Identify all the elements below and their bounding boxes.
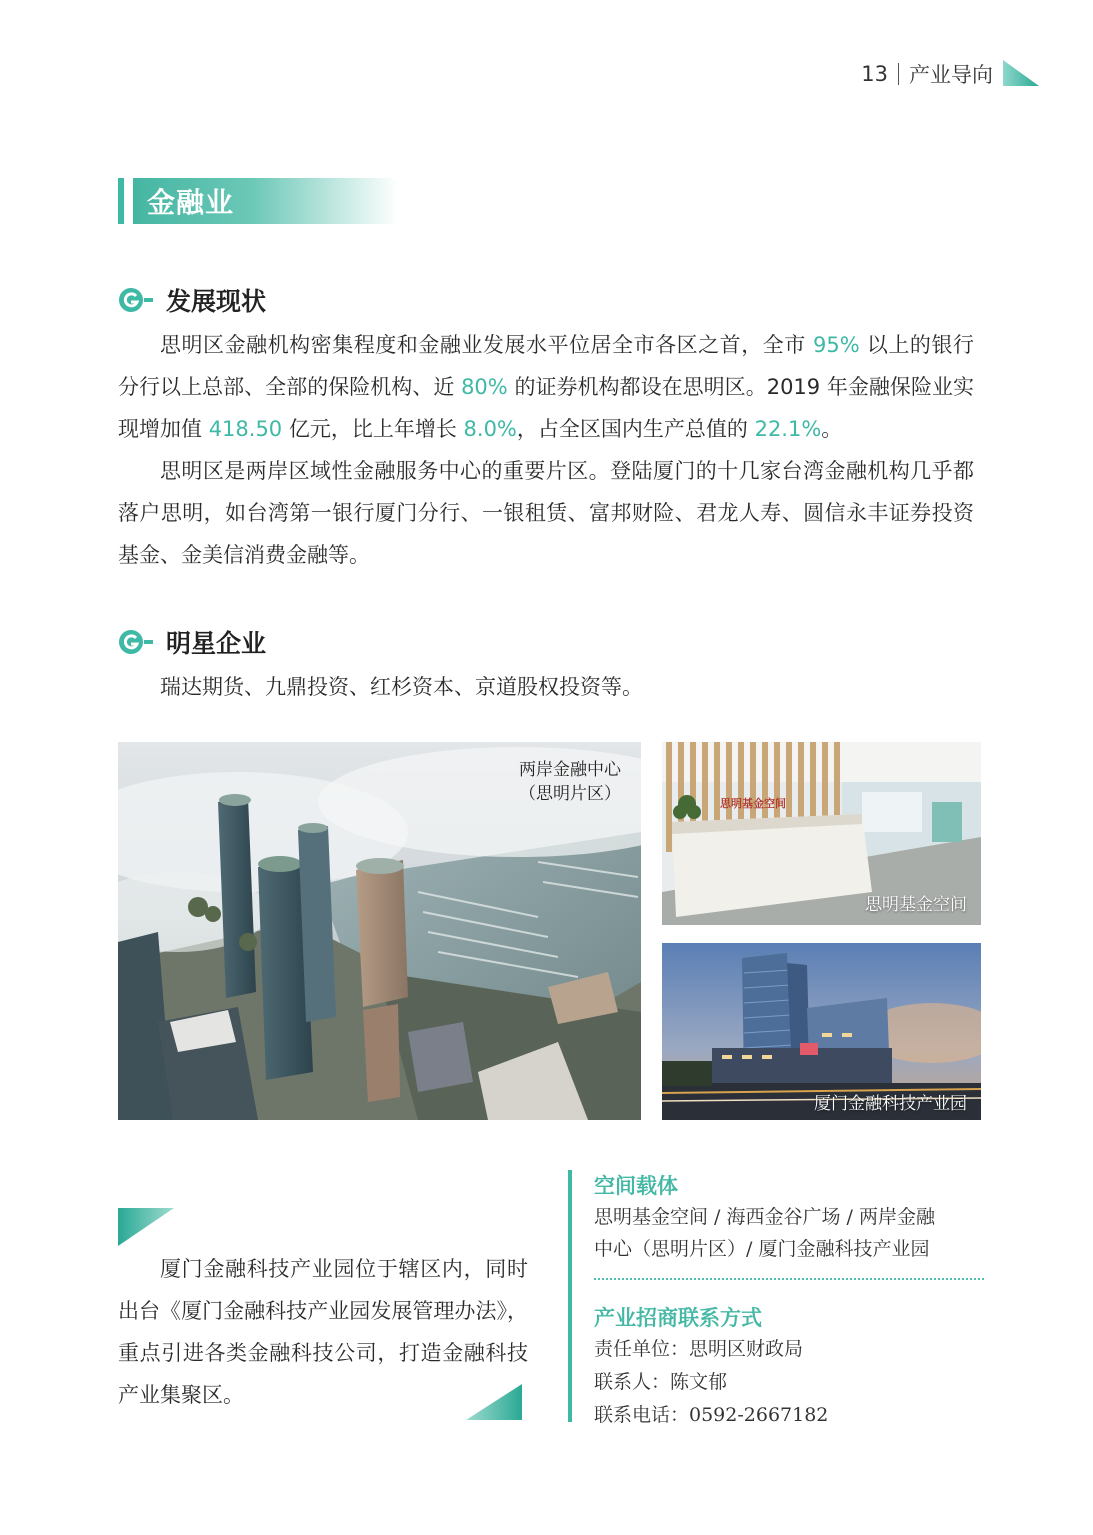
photo-fund-space	[662, 742, 981, 925]
contact-person: 联系人：陈文郁	[594, 1371, 728, 1393]
space-line-2: 中心（思明片区）/ 厦门金融科技产业园	[594, 1238, 930, 1260]
contact-phone: 联系电话：0592-2667182	[594, 1404, 829, 1426]
corner-triangle-top-icon	[118, 1208, 174, 1246]
page-number: 13	[861, 62, 888, 86]
status-paragraph-1: 思明区金融机构密集程度和金融业发展水平位居全市各区之首，全市 95% 以上的银行分行以上总部、全部的保险机构、近 80% 的证券机构都设在思明区。2019 年金融保险业实现增加值 418.50 亿元，比上年增长 8.0%，占全区国内生产总值的 22.1%。	[118, 333, 974, 441]
subhead-star-title: 明星企业	[166, 629, 267, 658]
section-title-bar	[118, 178, 398, 224]
header-divider	[898, 63, 899, 85]
space-heading: 空间载体	[594, 1174, 678, 1198]
dotted-divider	[594, 1278, 984, 1280]
subhead-status-title: 发展现状	[166, 287, 267, 316]
photo-financial-center	[118, 742, 641, 1120]
star-companies	[118, 666, 974, 708]
header-triangle-icon	[1003, 60, 1039, 88]
lobby-sign-text: 思明基金空间	[720, 797, 786, 810]
contact-heading: 产业招商联系方式	[594, 1306, 762, 1330]
page-header	[861, 58, 1039, 90]
title-background	[133, 178, 398, 224]
photo-fintech-park	[662, 943, 981, 1120]
contact-unit: 责任单位：思明区财政局	[594, 1338, 804, 1360]
info-panel-accent-line	[568, 1170, 572, 1422]
subhead-star	[118, 624, 266, 660]
status-paragraphs	[118, 324, 974, 576]
subhead-status	[118, 282, 266, 318]
bullet-g-icon	[118, 287, 154, 313]
section-title: 金融业	[147, 186, 235, 219]
header-section-name: 产业导向	[909, 63, 993, 87]
photo-fund-space-caption: 思明基金空间	[865, 895, 967, 915]
title-accent-bar	[118, 178, 124, 224]
fintech-park-description-text: 厦门金融科技产业园位于辖区内，同时出台《厦门金融科技产业园发展管理办法》，重点引进各类金融科技公司，打造金融科技产业集聚区。	[118, 1257, 528, 1407]
corner-triangle-bottom-icon	[466, 1384, 522, 1420]
info-panel	[568, 1170, 984, 1426]
space-line-1: 思明基金空间 / 海西金谷广场 / 两岸金融	[594, 1206, 935, 1228]
star-companies-text: 瑞达期货、九鼎投资、红杉资本、京道股权投资等。	[160, 675, 643, 699]
photo-financial-center-caption: 两岸金融中心 （思明片区）	[519, 760, 621, 804]
bullet-g-icon	[118, 629, 154, 655]
photo-fintech-park-caption: 厦门金融科技产业园	[814, 1094, 967, 1114]
status-paragraph-2: 思明区是两岸区域性金融服务中心的重要片区。登陆厦门的十几家台湾金融机构几乎都落户思明，如台湾第一银行厦门分行、一银租赁、富邦财险、君龙人寿、圆信永丰证券投资基金、金美信消费金融等。	[118, 459, 974, 567]
